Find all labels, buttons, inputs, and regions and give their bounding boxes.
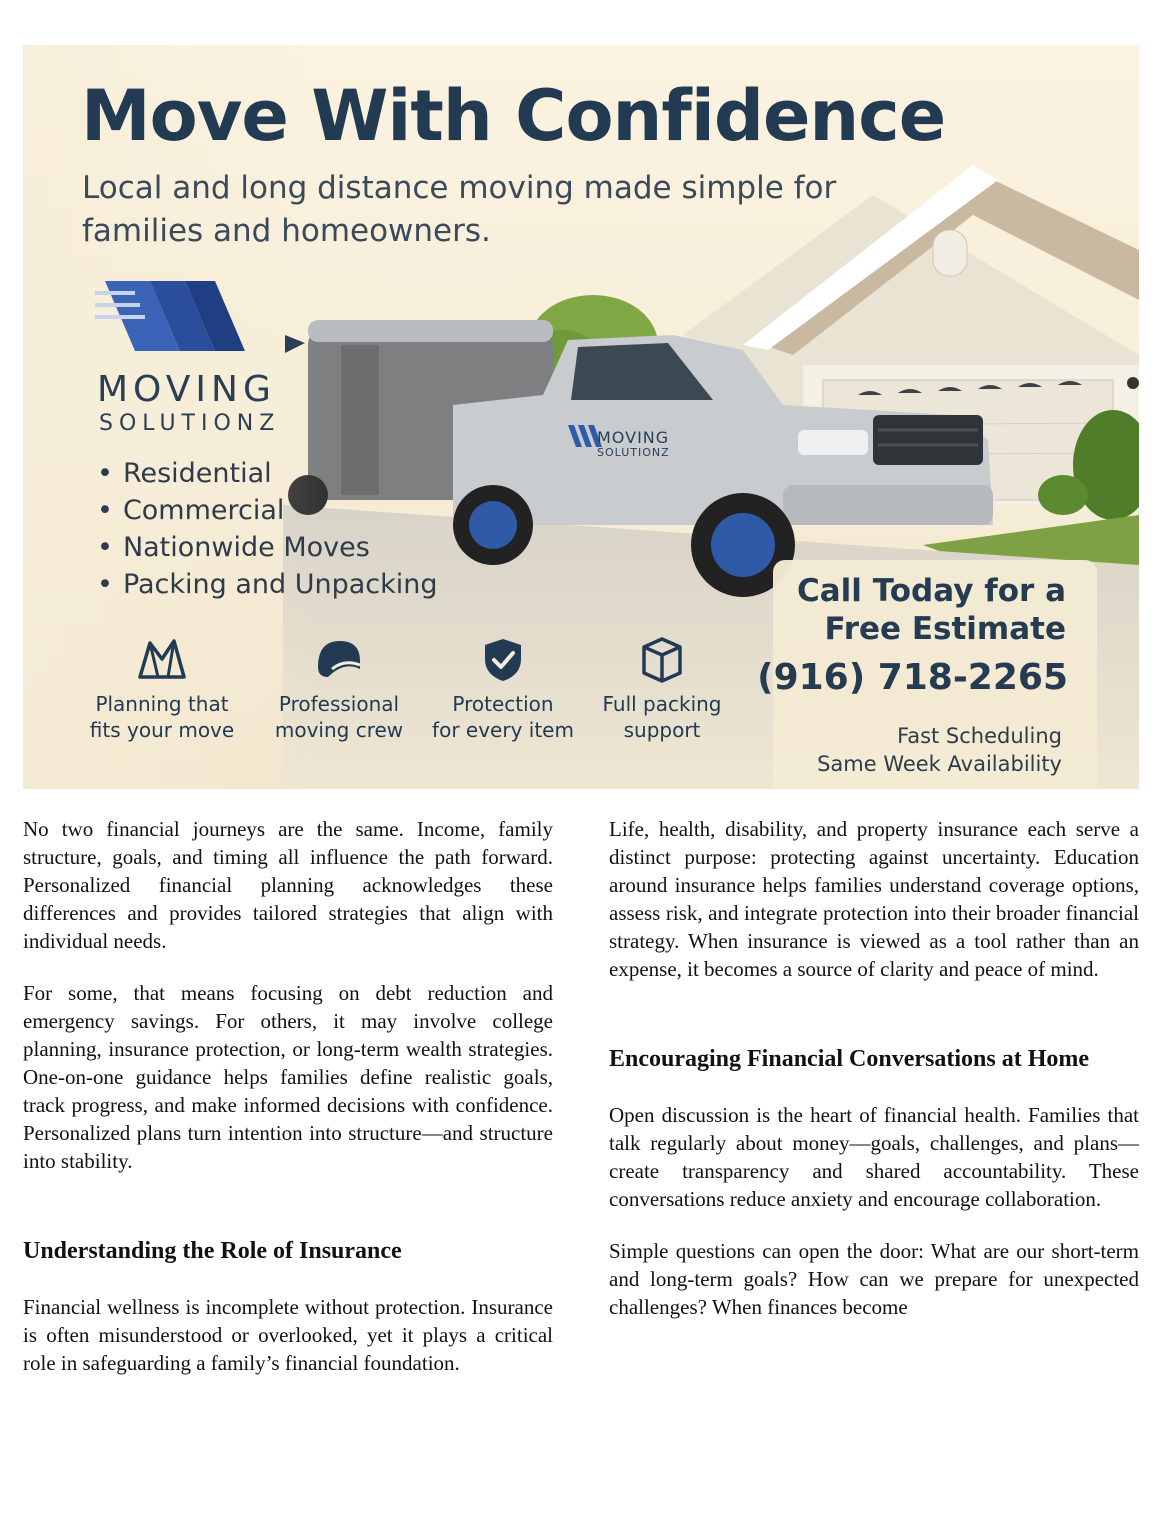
call-to-action-panel <box>757 560 1097 789</box>
logo-word-moving: MOVING <box>97 369 276 410</box>
service-item: • Packing and Unpacking <box>97 566 438 603</box>
paragraph: Financial wellness is incomplete without protection. Insurance is often misunderstood or overlooked, yet it plays a critical role in safeguarding a family’s financial foundation. <box>23 1295 553 1375</box>
feature-label: Full packing support <box>602 692 722 742</box>
truck-decal-line1: MOVING <box>597 428 670 447</box>
service-item: • Nationwide Moves <box>97 529 438 566</box>
paragraph: Open discussion is the heart of financial health. Families that talk regularly about money—goals, challenges, and plans—create transparency and shared accountability. These conversations reduce anxiety and encourage collaboration. <box>609 1103 1139 1211</box>
ad-subtitle: Local and long distance moving made simple for families and homeowners. <box>82 170 837 249</box>
ad-title: Move With Confidence <box>81 75 946 157</box>
logo-word-solutionz: SOLUTIONZ <box>99 411 281 436</box>
shield-check-icon <box>481 637 525 683</box>
feature-label: Professional moving crew <box>274 692 404 742</box>
truck-decal-line2: SOLUTIONZ <box>597 446 670 459</box>
cta-headline: Call Today for a Free Estimate <box>797 573 1066 647</box>
services-list <box>97 455 438 603</box>
feature-protection <box>418 637 588 743</box>
article-left-column <box>23 815 553 1401</box>
box-icon <box>640 637 684 683</box>
section-heading: Understanding the Role of Insurance <box>23 1238 402 1264</box>
moving-ad-banner <box>23 45 1139 789</box>
paragraph: Simple questions can open the door: What are our short-term and long-term goals? How can we prepare for unexpected challenges? When finances become <box>609 1239 1139 1319</box>
phone-number[interactable]: (916) 718-2265 <box>757 657 1068 698</box>
service-item: • Residential <box>97 455 438 492</box>
feature-packing <box>577 637 747 743</box>
article-right-column <box>609 815 1139 1345</box>
helmet-icon <box>314 637 364 683</box>
paragraph: For some, that means focusing on debt reduction and emergency savings. For others, it may involve college planning, insurance protection, or long-term wealth strategies. One-on-one guidance helps families define realistic goals, track progress, and make informed decisions with confidence. Personalized plans turn intention into structure—and structure into stability. <box>23 981 553 1173</box>
feature-label: Planning that fits your move <box>89 692 235 742</box>
feature-planning <box>77 637 247 743</box>
truck-decal <box>597 429 670 459</box>
logo-stripes-icon <box>95 273 315 363</box>
paragraph: Life, health, disability, and property insurance each serve a distinct purpose: protecting against uncertainty. Education around insurance helps families understand coverage options, assess risk, and integrate protection into their broader financial strategy. When insurance is viewed as a tool rather than an expense, it becomes a source of clarity and peace of mind. <box>609 817 1139 981</box>
map-icon <box>134 637 190 683</box>
feature-label: Protection for every item <box>432 692 574 742</box>
section-heading: Encouraging Financial Conversations at Home <box>609 1046 1090 1072</box>
paragraph: No two financial journeys are the same. Income, family structure, goals, and timing all influence the path forward. Personalized financial planning acknowledges these differences and provides tailored strategies that align with individual needs. <box>23 817 553 953</box>
cta-subtext: Fast Scheduling Same Week Availability <box>817 724 1062 776</box>
company-logo <box>95 273 315 443</box>
service-item: • Commercial <box>97 492 438 529</box>
feature-crew <box>254 637 424 743</box>
